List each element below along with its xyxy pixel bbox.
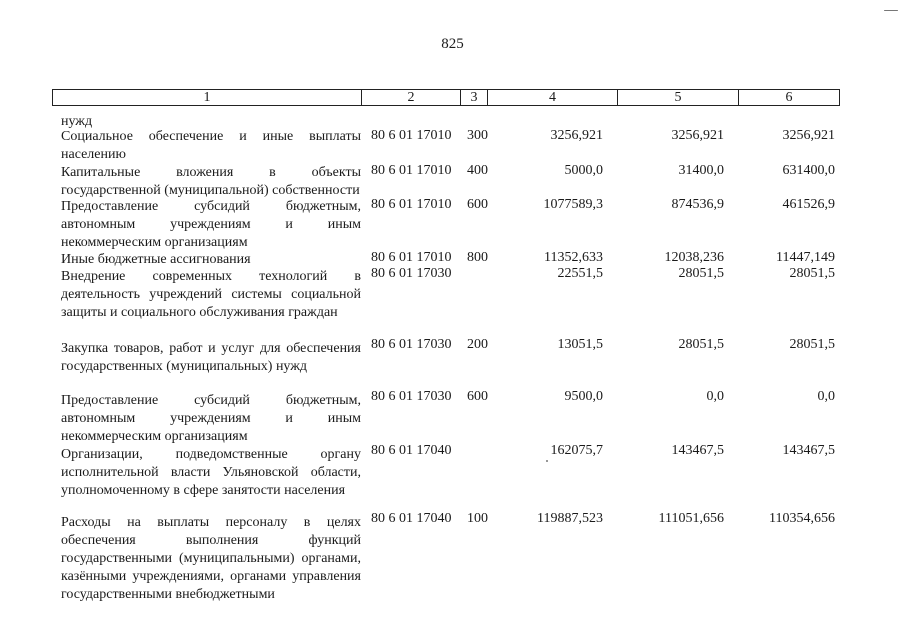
table-header [52,89,840,106]
row-code: 80 6 01 17040 [371,443,452,458]
row-value-4: 11352,633 [544,250,603,265]
row-value-4: 162075,7 [550,443,603,458]
row-value-6: 461526,9 [782,197,835,212]
row-description: Капитальные вложения в объекты государственной (муниципальной) собственности [61,165,361,198]
scan-speck [884,10,898,11]
row-value-4: 119887,523 [537,511,603,526]
row-description: Иные бюджетные ассигнования [61,252,251,267]
row-value-6: 143467,5 [782,443,835,458]
scan-speck [546,460,548,462]
row-value-5: 31400,0 [678,163,724,178]
row-kind: 600 [467,389,488,404]
row-value-4: 5000,0 [564,163,603,178]
row-description: Предоставление субсидий бюджетным, автономным учреждениям и иным некоммерческим организациям [61,393,361,444]
header-col-3: 3 [460,90,487,105]
row-code: 80 6 01 17010 [371,163,452,178]
row-value-4: 22551,5 [557,266,603,281]
row-value-4: 1077589,3 [543,197,603,212]
row-kind: 300 [467,128,488,143]
header-col-2: 2 [361,90,460,105]
header-col-6: 6 [738,90,839,105]
row-description: Социальное обеспечение и иные выплаты населению [61,129,361,162]
row-value-5: 0,0 [706,389,724,404]
row-description: Расходы на выплаты персоналу в целях обеспечения выполнения функций государственными (муниципальными) органами, казёнными учреждениями, органами управления государственными внебюджетными [61,515,361,602]
row-description: нужд [61,114,93,129]
row-value-5: 143467,5 [671,443,724,458]
row-value-4: 3256,921 [550,128,603,143]
row-description: Закупка товаров, работ и услуг для обеспечения государственных (муниципальных) нужд [61,341,361,374]
row-value-5: 874536,9 [671,197,724,212]
row-description: Внедрение современных технологий в деятельность учреждений системы социальной защиты и социального обслуживания граждан [61,269,361,320]
row-value-5: 3256,921 [671,128,724,143]
row-value-5: 12038,236 [664,250,724,265]
row-value-4: 9500,0 [564,389,603,404]
row-value-6: 110354,656 [769,511,835,526]
header-col-1: 1 [203,90,211,105]
row-kind: 100 [467,511,488,526]
row-code: 80 6 01 17010 [371,250,452,265]
row-code: 80 6 01 17030 [371,337,452,352]
page-number: 825 [441,36,464,52]
row-value-5: 28051,5 [678,266,724,281]
header-col-4: 4 [487,90,617,105]
row-code: 80 6 01 17010 [371,197,452,212]
row-value-6: 3256,921 [782,128,835,143]
row-description: Организации, подведомственные органу исполнительной власти Ульяновской области, уполномоченному в сфере занятости населения [61,447,361,498]
row-kind: 800 [467,250,488,265]
row-value-6: 631400,0 [782,163,835,178]
row-code: 80 6 01 17030 [371,266,452,281]
row-code: 80 6 01 17040 [371,511,452,526]
row-value-5: 111051,656 [658,511,724,526]
row-code: 80 6 01 17030 [371,389,452,404]
row-value-4: 13051,5 [557,337,603,352]
header-col-5: 5 [617,90,738,105]
row-value-6: 28051,5 [789,266,835,281]
row-value-6: 28051,5 [789,337,835,352]
row-value-5: 28051,5 [678,337,724,352]
row-description: Предоставление субсидий бюджетным, автономным учреждениям и иным некоммерческим организациям [61,199,361,250]
row-kind: 400 [467,163,488,178]
row-kind: 600 [467,197,488,212]
row-value-6: 0,0 [817,389,835,404]
row-code: 80 6 01 17010 [371,128,452,143]
row-kind: 200 [467,337,488,352]
row-value-6: 11447,149 [776,250,835,265]
